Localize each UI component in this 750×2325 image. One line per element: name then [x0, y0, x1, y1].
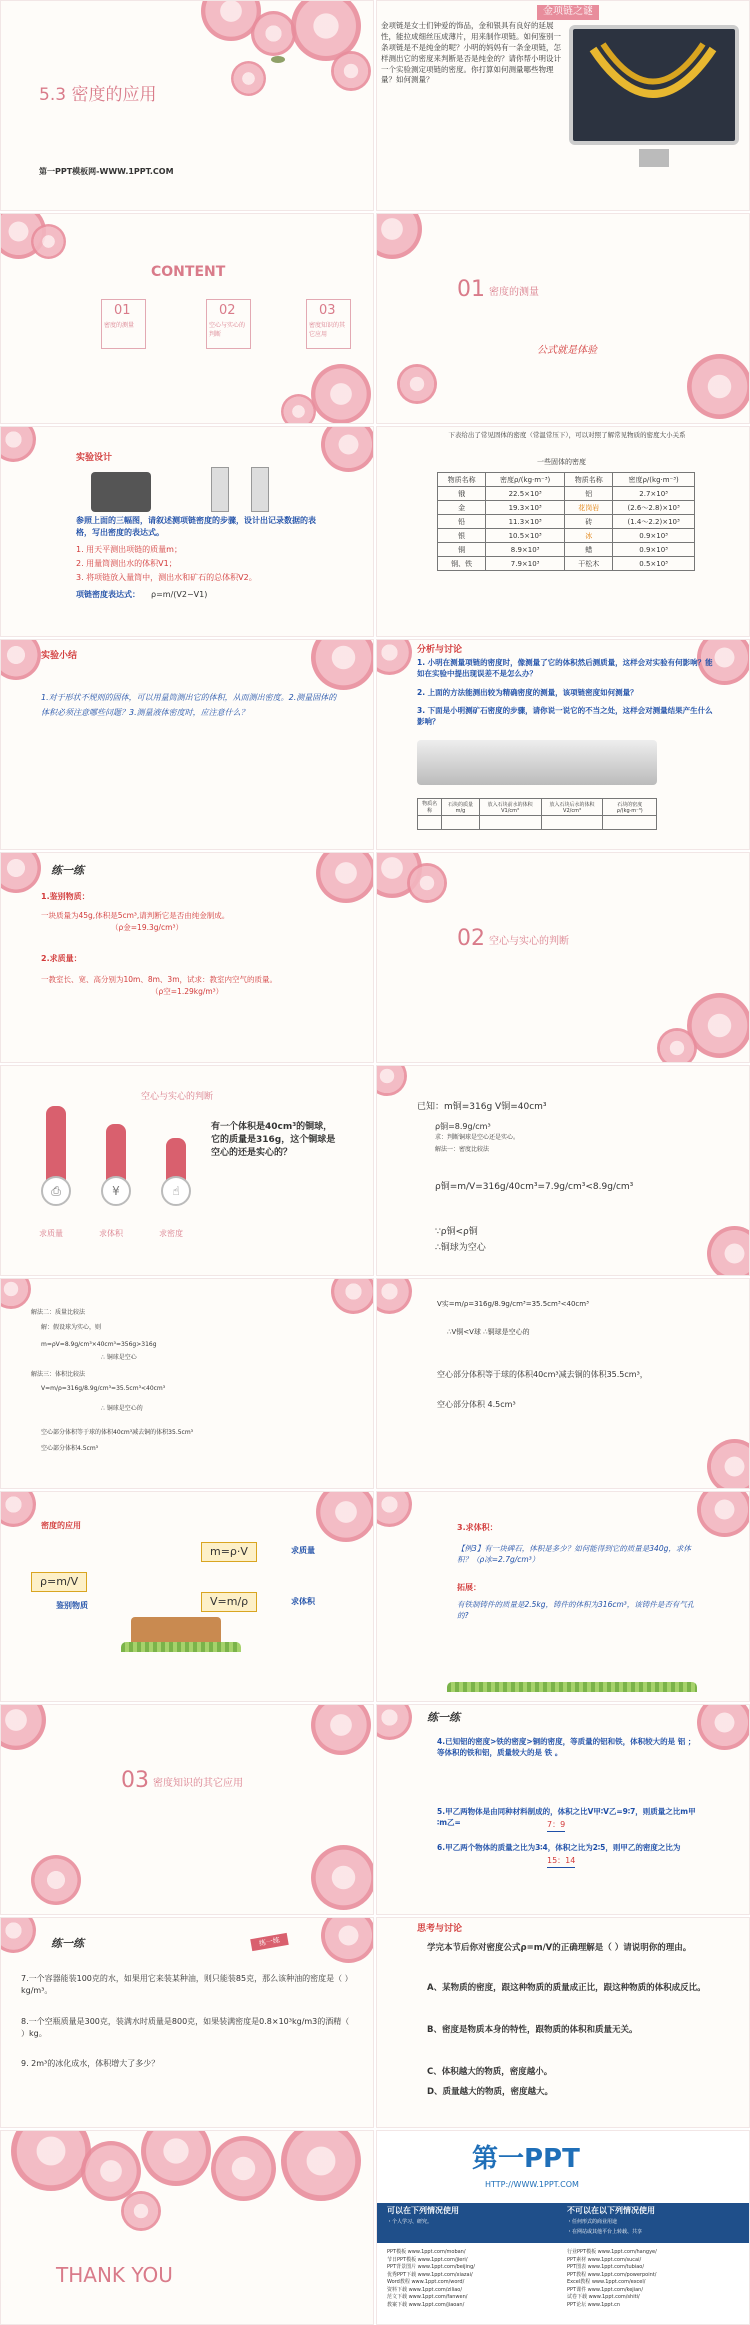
mass-icon: ⎙ [41, 1176, 71, 1206]
hollow-question: 有一个体积是40cm³的铜球，它的质量是316g，这个铜球是空心的还是实心的？ [211, 1122, 336, 1159]
q8-text: 8.一个空瓶质量是300克，装满水时质量是800克，如果装满密度是0.8×10³kg/m3的酒精（ ）kg。 [21, 2017, 350, 2038]
brand-logo: 第一PPT [472, 2144, 580, 2174]
volume-text: 【例3】有一块碑石，体积是多少？如何能得到它的质量是340g，求体积？（ρ冰=2.7g/cm³） [457, 1544, 691, 1564]
slide-section-02 [376, 852, 750, 1063]
q5-text: 5.甲乙两物体是由同种材料制成的，体积之比V甲∶V乙=9∶7，则质量之比m甲∶m乙= [437, 1807, 696, 1827]
density-table: 物质名称 密度ρ/(kg·m⁻³) 物质名称 密度ρ/(kg·m⁻³) 锇 22.5×10³ 铝 2.7×10³ 金 19.3×10³ 花岗岩 (2.6～2.8)×10³ 铅 11.3×10³ 砖 (1.4～2.2)×10³ 银 10.5×10³ 冰 0.9×10³ 铜 8.9×10³ 蜡 0.9×10³ 钢、铁 7.9×10³ 干松木 0.5×10³ [437, 472, 695, 571]
usage-allowed: 可以在下列情况使用 [387, 2206, 459, 2215]
practice-heading: 练一练 [427, 1711, 460, 1724]
q2-text: 一教室长、宽、高分别为10m、8m、3m，试求：教室内空气的质量。 [41, 975, 278, 984]
link-item[interactable]: PPT模板 www.1ppt.com/moban/ [387, 2249, 466, 2255]
discussion-item-2: 2. 上面的方法能测出较为精确密度的测量，该项链密度如何测量？ [417, 688, 638, 697]
sol1-l1: 已知：m铜=316g V铜=40cm³ [417, 1102, 547, 1112]
section-caption: 公式就是体验 [537, 345, 597, 356]
label-density: 求密度 [159, 1229, 183, 1238]
q1-hint: （ρ金=19.3g/cm³） [111, 923, 183, 932]
label-volume: 求体积 [99, 1229, 123, 1238]
section-num: 01 [457, 277, 485, 302]
slide-solution-2 [0, 1278, 374, 1489]
slide-hollow-intro [0, 1065, 374, 1276]
discussion-table: 物质名称 石块的质量m/g 放入石块前水的体积V1/cm³ 放入石块后水的体积V2/cm³ 石块的密度ρ/(kg·m⁻³) [417, 798, 657, 830]
slide-experiment [0, 426, 374, 637]
link-item[interactable]: 范文下载 www.1ppt.com/fanwen/ [387, 2294, 468, 2300]
extension-heading: 拓展： [457, 1583, 481, 1592]
sol3-l2: ∴V铜<V球 ∴铜球是空心的 [447, 1328, 530, 1336]
q5-answer: 7：9 [547, 1819, 565, 1832]
sol3-l3: 空心部分体积等于球的体积40cm³减去铜的体积35.5cm³， [437, 1370, 648, 1379]
formula-label: 项链密度表达式： [76, 590, 140, 599]
slide-brand [376, 2130, 750, 2325]
think-heading: 思考与讨论 [417, 1924, 463, 1934]
section-num: 02 [457, 926, 485, 951]
grass-decoration [121, 1642, 241, 1652]
sol2-l8: 空心部分体积等于球的体积40cm³减去铜的体积35.5cm³ [41, 1429, 194, 1436]
links-left [387, 2249, 557, 2309]
q6-text: 6.甲乙两个物体的质量之比为3∶4，体积之比为2∶5，则甲乙的密度之比为 [437, 1843, 681, 1852]
section-title: 密度知识的其它应用 [153, 1778, 243, 1789]
cylinder-image [211, 467, 229, 512]
link-item[interactable]: Word教程 www.1ppt.com/word/ [387, 2279, 465, 2285]
experiment-step-1: 1. 用天平测出项链的质量m； [76, 545, 182, 554]
slide-discussion [376, 639, 750, 850]
link-item[interactable]: 试卷下载 www.1ppt.com/shiti/ [567, 2294, 640, 2300]
practice-tag: 练一练 [250, 1933, 289, 1951]
necklace-heading: 金项链之谜 [537, 5, 599, 20]
slide-think [376, 1917, 750, 2128]
balance-image [91, 472, 151, 512]
slide-subtitle: 第一PPT模板网-WWW.1PPT.COM [39, 167, 174, 176]
thanks-text: THANK YOU [56, 2263, 173, 2287]
slide-solution-3 [376, 1278, 750, 1489]
link-item[interactable]: PPT教程 www.1ppt.com/powerpoint/ [567, 2271, 657, 2278]
link-item[interactable]: 优秀PPT下载 www.1ppt.com/xiazai/ [387, 2271, 473, 2278]
slide-practice-1 [0, 852, 374, 1063]
slide-title [0, 0, 374, 211]
table-note: 下表给出了常见固体的密度（常温常压下），可以对照了解常见物质的密度大小关系 [448, 431, 686, 439]
sol2-l9: 空心部分体积4.5cm³ [41, 1445, 99, 1452]
usage-disallowed: 不可以在以下列情况使用 [567, 2206, 655, 2215]
label-mass: 求质量 [39, 1229, 63, 1238]
think-opt-a: A、某物质的密度，跟这种物质的质量成正比，跟这种物质的体积成反比。 [427, 1983, 706, 1993]
sol2-l2: 解：假设球为实心，则 [41, 1324, 102, 1331]
slide-volume [376, 1491, 750, 1702]
link-item[interactable]: 行业PPT模板 www.1ppt.com/hangye/ [567, 2249, 657, 2255]
content-item-3: 03 密度知识的其它应用 [306, 299, 351, 349]
think-opt-b: B、密度是物质本身的特性，跟物质的体积和质量无关。 [427, 2025, 638, 2035]
sol2-l4: ∴ 铜球是空心 [101, 1354, 137, 1361]
experiment-intro: 参照上面的三幅图，请叙述测项链密度的步骤，设计出记录数据的表格，写出密度的表达式。 [76, 516, 316, 537]
formula-mass: m=ρ·V [201, 1542, 257, 1562]
slide-thanks [0, 2130, 374, 2325]
link-item[interactable]: PPT课件 www.1ppt.com/kejian/ [567, 2286, 644, 2293]
link-item[interactable]: PPT背景图片 www.1ppt.com/beijing/ [387, 2264, 475, 2270]
app-label-volume: 求体积 [291, 1597, 315, 1606]
formula-volume: V=m/ρ [201, 1592, 257, 1612]
q1-text: 一块质量为45g,体积是5cm³,请判断它是否由纯金制成。 [41, 911, 230, 920]
summary-heading: 实验小结 [41, 651, 78, 661]
link-item[interactable]: PPT图表 www.1ppt.com/tubiao/ [567, 2264, 645, 2270]
link-item[interactable]: 节日PPT模板 www.1ppt.com/jieri/ [387, 2256, 468, 2263]
coin-icon: ¥ [101, 1176, 131, 1206]
volume-heading: 3.求体积： [457, 1523, 498, 1532]
content-heading: CONTENT [151, 264, 226, 280]
application-heading: 密度的应用 [41, 1521, 81, 1530]
sol2-l6: V=m/ρ=316g/8.9g/cm³=35.5cm³<40cm³ [41, 1385, 166, 1392]
q2-title: 2.求质量： [41, 954, 82, 963]
experiment-heading: 实验设计 [76, 453, 113, 463]
slide-density-table [376, 426, 750, 637]
link-item[interactable]: PPT论坛 www.1ppt.cn [567, 2301, 621, 2308]
formula-main: ρ=m/V [31, 1572, 87, 1592]
grass-decoration [447, 1682, 697, 1692]
sol1-l5: ρ铜=m/V=316g/40cm³=7.9g/cm³<8.9g/cm³ [435, 1182, 634, 1192]
hand-icon: ☝ [161, 1176, 191, 1206]
necklace-image [569, 25, 739, 145]
slide-practice-2 [376, 1704, 750, 1915]
slide-title-text: 5.3 密度的应用 [39, 85, 157, 105]
link-item[interactable]: 资料下载 www.1ppt.com/ziliao/ [387, 2286, 463, 2293]
brand-url: HTTP://WWW.1PPT.COM [485, 2180, 579, 2189]
practice-heading: 练一练 [51, 864, 84, 877]
usage-panel: 可以在下列情况使用 不可以在以下列情况使用 ・个人学习、研究。 ・任何形式的商业用途 ・在网站或其他平台上转载、共享 [377, 2203, 750, 2243]
think-opt-c: C、体积越大的物质，密度越小。 [427, 2067, 553, 2077]
sol1-l7: ∴铜球为空心 [435, 1243, 486, 1253]
sol1-l3: 求：判断铜球是空心还是实心。 [435, 1134, 520, 1141]
apparatus-image [417, 740, 657, 785]
q4-text: 4.已知铝的密度>铁的密度>铜的密度，等质量的铝和铁，体积较大的是 铝 ；等体积的铁和铝，质量较大的是 铁 。 [437, 1737, 696, 1757]
section-title: 空心与实心的判断 [489, 936, 569, 947]
extension-text: 有铁制铸件的质量是2.5kg，铸件的体积为316cm³，该铸件是否有气孔的? [457, 1600, 695, 1620]
q6-answer: 15：14 [547, 1855, 575, 1868]
experiment-step-3: 3. 将项链放入量筒中，测出水和矿石的总体积V2。 [76, 573, 257, 582]
table-caption: 一些固体的密度 [537, 458, 586, 466]
q2-hint: （ρ空=1.29kg/m³） [151, 987, 224, 996]
sol3-l1: V实=m/ρ=316g/8.9g/cm³=35.5cm³<40cm³ [437, 1300, 589, 1308]
section-num: 03 [121, 1768, 149, 1793]
link-item[interactable]: Excel教程 www.1ppt.com/excel/ [567, 2279, 646, 2285]
discussion-heading: 分析与讨论 [417, 645, 463, 655]
links-right [567, 2249, 737, 2309]
app-label-mass: 求质量 [291, 1546, 315, 1555]
q7-text: 7.一个容器能装100克的水，如果用它来装某种油，则只能装85克，那么该种油的密度是（ ）kg/m³。 [21, 1974, 349, 1995]
cylinder-image-2 [251, 467, 269, 512]
sol2-l7: ∴ 铜球是空心的 [101, 1405, 143, 1412]
content-item-2: 02 空心与实心的判断 [206, 299, 251, 349]
q1-title: 1.鉴别物质： [41, 892, 90, 901]
discussion-item-3: 3. 下面是小明测矿石密度的步骤，请你说一说它的不当之处，这样会对测量结果产生什么影响？ [417, 706, 713, 726]
think-text: 学完本节后你对密度公式ρ=m/V的正确理解是（ ）请说明你的理由。 [427, 1943, 692, 1953]
sol1-l4: 解法一：密度比较法 [435, 1146, 490, 1153]
think-opt-d: D、质量越大的物质，密度越大。 [427, 2087, 554, 2097]
slide-summary [0, 639, 374, 850]
q9-text: 9. 2m³的冰化成水，体积增大了多少？ [21, 2059, 160, 2068]
experiment-step-2: 2. 用量筒测出水的体积V1； [76, 559, 177, 568]
content-item-1: 01 密度的测量 [101, 299, 146, 349]
slide-application [0, 1491, 374, 1702]
sol2-l5: 解法三：体积比较法 [31, 1371, 86, 1378]
formula: ρ=m/(V2−V1) [151, 590, 208, 599]
sol1-l2: ρ铜=8.9g/cm³ [435, 1122, 491, 1131]
slide-necklace [376, 0, 750, 211]
slide-section-01 [376, 213, 750, 424]
sol2-l1: 解法二：质量比较法 [31, 1309, 86, 1316]
sol1-l6: ∵ρ铜<ρ铜 [435, 1227, 478, 1237]
link-item[interactable]: PPT素材 www.1ppt.com/sucai/ [567, 2256, 642, 2263]
slide-solution-1 [376, 1065, 750, 1276]
link-item[interactable]: 教案下载 www.1ppt.com/jiaoan/ [387, 2301, 465, 2308]
section-title: 密度的测量 [489, 287, 539, 298]
hollow-title: 空心与实心的判断 [141, 1092, 214, 1102]
slide-content [0, 213, 374, 424]
house-image [131, 1617, 221, 1642]
sol2-l3: m=ρV=8.9g/cm³×40cm³=356g>316g [41, 1341, 157, 1348]
slide-section-03 [0, 1704, 374, 1915]
summary-text: 1.对于形状不规则的固体，可以用量筒测出它的体积，从而测出密度。2.测量固体的体积必须注意哪些问题？3.测量液体密度时，应注意什么？ [41, 693, 337, 718]
necklace-text: 金项链是女士们钟爱的饰品，金和银具有良好的延展性，能拉成细丝压成薄片，用来制作项链。如何鉴别一条项链是不是纯金的呢？小明的妈妈有一条金项链，怎样测出它的密度来判断是否是纯金的？请你帮小明设计一个实验测定项链的密度。你打算如何测量哪些物理量？如何测量？ [381, 21, 561, 85]
app-label-identify: 鉴别物质 [56, 1601, 88, 1610]
sol3-l4: 空心部分体积 4.5cm³ [437, 1400, 516, 1409]
discussion-item-1: 1. 小明在测量项链的密度时，像测量了它的体积然后测质量，这样会对实验有何影响？能如在实验中提出现误差不是怎么办？ [417, 658, 713, 678]
slide-practice-3 [0, 1917, 374, 2128]
practice-heading: 练一练 [51, 1937, 84, 1950]
